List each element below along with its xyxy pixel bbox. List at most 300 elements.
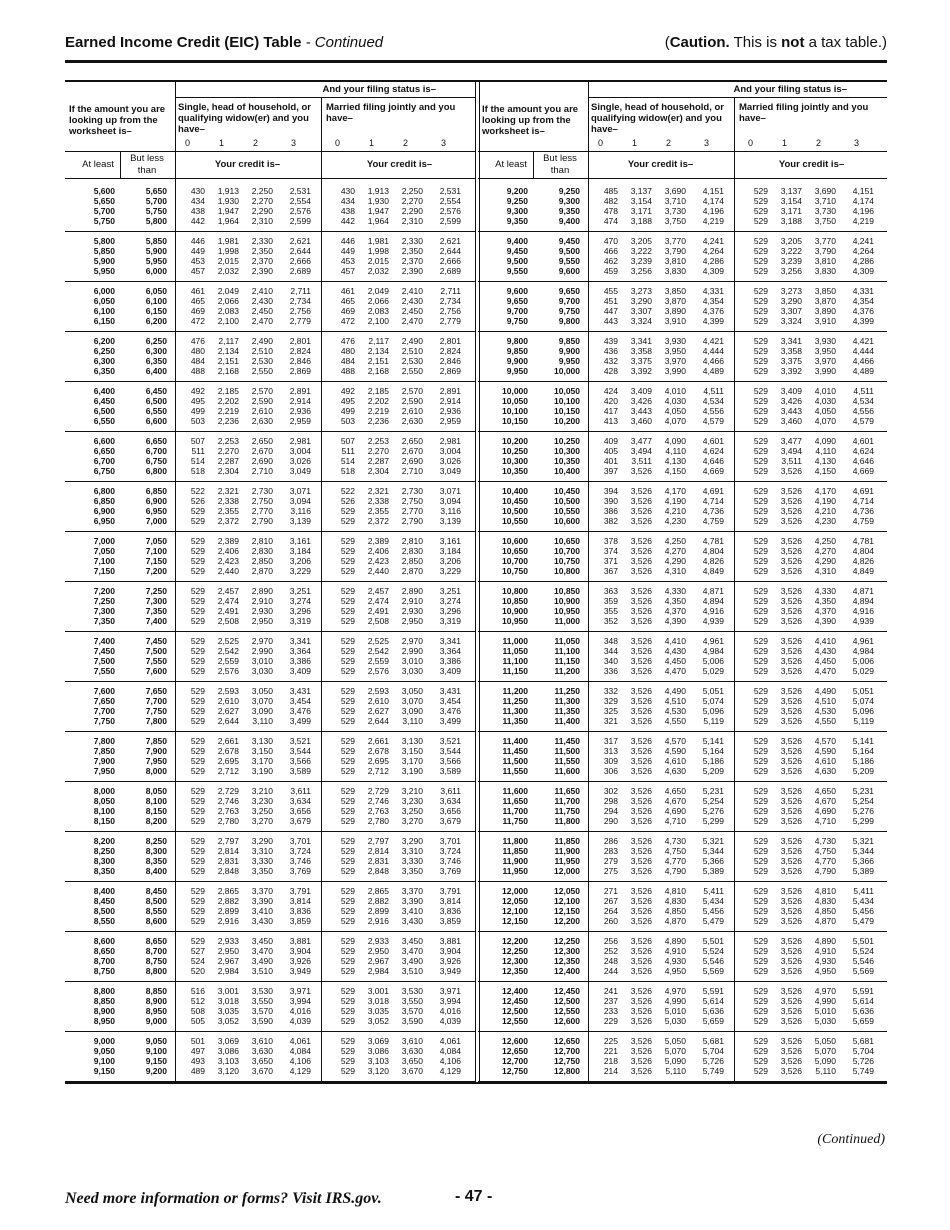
credit-value: 3,526: [780, 1046, 802, 1056]
income-bound: 8,900: [145, 996, 167, 1006]
income-bound: 12,350: [502, 966, 528, 976]
credit-value: 2,869: [289, 366, 311, 376]
credit-value: 3,526: [780, 866, 802, 876]
credit-value: 2,780: [367, 816, 389, 826]
credit-value: 3,511: [631, 456, 652, 466]
credit-value: 5,096: [852, 706, 874, 716]
at-least-rule: [120, 152, 121, 178]
credit-value: 3,239: [780, 256, 802, 266]
credit-value: 1,981: [367, 236, 389, 246]
credit-value: 522: [190, 486, 205, 496]
table-row: [65, 367, 476, 377]
credit-value: 3,392: [630, 366, 652, 376]
credit-value: 2,801: [439, 336, 461, 346]
credit-value: 2,531: [289, 186, 311, 196]
row-group: [65, 832, 476, 882]
credit-value: 529: [190, 556, 205, 566]
credit-value: 4,804: [702, 546, 724, 556]
credit-value: 4,984: [852, 646, 874, 656]
income-bound: 10,350: [554, 456, 580, 466]
credit-value: 3,530: [401, 986, 423, 996]
credit-value: 529: [753, 756, 768, 766]
credit-value: 5,389: [852, 866, 874, 876]
credit-value: 529: [753, 966, 768, 976]
credit-value: 2,950: [217, 946, 239, 956]
credit-value: 529: [340, 536, 355, 546]
row-group: [65, 1032, 476, 1082]
credit-value: 529: [190, 696, 205, 706]
credit-value: 1,998: [367, 246, 389, 256]
credit-value: 3,274: [439, 596, 461, 606]
credit-value: 4,450: [664, 656, 686, 666]
credit-value: 302: [603, 786, 618, 796]
income-bound: 10,150: [502, 416, 528, 426]
credit-value: 5,659: [702, 1016, 724, 1026]
credit-value: 3,454: [439, 696, 461, 706]
credit-value: 3,205: [780, 236, 802, 246]
income-bound: 7,900: [93, 756, 115, 766]
income-bound: 12,800: [554, 1066, 580, 1076]
credit-value: 3,026: [289, 456, 311, 466]
credit-value: 3,274: [289, 596, 311, 606]
credit-value: 4,714: [852, 496, 874, 506]
credit-value: 4,601: [852, 436, 874, 446]
credit-value: 529: [190, 656, 205, 666]
income-bound: 11,350: [554, 706, 580, 716]
credit-value: 3,139: [439, 516, 461, 526]
credit-value: 5,096: [702, 706, 724, 716]
credit-label-mfj: Your credit is–: [778, 159, 845, 170]
credit-value: 409: [603, 436, 618, 446]
data-rows: [65, 182, 476, 1082]
income-bound: 6,600: [145, 416, 167, 426]
credit-value: 2,890: [251, 586, 273, 596]
credit-value: 529: [753, 716, 768, 726]
credit-value: 267: [603, 896, 618, 906]
credit-value: 4,196: [852, 206, 874, 216]
children-count: 2: [816, 138, 822, 148]
credit-value: 2,610: [367, 696, 389, 706]
credit-value: 529: [190, 766, 205, 776]
credit-value: 2,304: [367, 466, 389, 476]
credit-value: 5,074: [702, 696, 724, 706]
credit-value: 529: [753, 906, 768, 916]
row-group: [65, 582, 476, 632]
income-bound: 9,700: [506, 306, 528, 316]
credit-value: 505: [190, 1016, 205, 1026]
income-bound: 8,800: [93, 986, 115, 996]
credit-value: 3,510: [251, 966, 273, 976]
children-count: 3: [291, 138, 297, 148]
credit-value: 5,276: [852, 806, 874, 816]
credit-value: 355: [603, 606, 618, 616]
credit-value: 4,039: [439, 1016, 461, 1026]
credit-value: 3,710: [814, 196, 836, 206]
credit-value: 275: [603, 866, 618, 876]
credit-value: 2,621: [289, 236, 311, 246]
income-bound: 5,950: [145, 256, 167, 266]
credit-value: 4,016: [289, 1006, 311, 1016]
credit-value: 4,810: [814, 886, 836, 896]
credit-value: 529: [190, 866, 205, 876]
table-row: [65, 767, 476, 777]
credit-value: 3,589: [289, 766, 311, 776]
income-bound: 5,950: [93, 266, 115, 276]
credit-value: 5,479: [702, 916, 724, 926]
credit-value: 3,050: [401, 686, 423, 696]
table-row: [478, 467, 887, 477]
credit-value: 4,309: [852, 266, 874, 276]
income-bound: 12,050: [502, 896, 528, 906]
credit-value: 5,209: [702, 766, 724, 776]
credit-value: 3,370: [401, 886, 423, 896]
amount-header: If the amount you are looking up from the worksheet is–: [69, 104, 166, 137]
income-bound: 8,200: [93, 836, 115, 846]
credit-value: 3,526: [780, 1056, 802, 1066]
credit-value: 3,750: [814, 216, 836, 226]
credit-value: 529: [190, 886, 205, 896]
income-bound: 5,750: [145, 206, 167, 216]
income-bound: 11,400: [554, 716, 580, 726]
credit-value: 4,511: [853, 386, 874, 396]
credit-value: 290: [603, 816, 618, 826]
credit-value: 424: [603, 386, 618, 396]
credit-value: 4,050: [814, 406, 836, 416]
credit-value: 2,830: [401, 546, 423, 556]
credit-value: 3,409: [289, 666, 311, 676]
credit-value: 3,526: [780, 816, 802, 826]
income-bound: 12,200: [554, 916, 580, 926]
credit-value: 529: [753, 536, 768, 546]
credit-value: 4,590: [814, 746, 836, 756]
credit-value: 465: [340, 296, 355, 306]
credit-value: 4,466: [852, 356, 874, 366]
income-bound: 7,150: [145, 556, 167, 566]
credit-value: 3,171: [780, 206, 802, 216]
credit-value: 2,670: [251, 446, 273, 456]
credit-value: 3,526: [780, 516, 802, 526]
credit-value: 3,460: [780, 416, 802, 426]
credit-value: 4,610: [814, 756, 836, 766]
credit-value: 529: [753, 266, 768, 276]
credit-value: 453: [340, 256, 355, 266]
credit-value: 4,691: [702, 486, 724, 496]
credit-value: 3,460: [630, 416, 652, 426]
credit-value: 2,542: [367, 646, 389, 656]
credit-value: 4,736: [702, 506, 724, 516]
income-bound: 9,000: [93, 1036, 115, 1046]
credit-value: 5,209: [852, 766, 874, 776]
credit-value: 5,050: [664, 1036, 686, 1046]
income-bound: 10,350: [502, 466, 528, 476]
credit-value: 3,392: [780, 366, 802, 376]
credit-value: 529: [753, 836, 768, 846]
credit-value: 2,734: [439, 296, 461, 306]
credit-value: 4,630: [664, 766, 686, 776]
credit-value: 5,501: [852, 936, 874, 946]
credit-value: 3,004: [439, 446, 461, 456]
credit-value: 529: [753, 706, 768, 716]
credit-value: 348: [603, 636, 618, 646]
income-bound: 6,550: [145, 406, 167, 416]
credit-value: 499: [340, 406, 355, 416]
credit-value: 529: [340, 616, 355, 626]
income-bound: 10,700: [502, 556, 528, 566]
income-bound: 12,150: [554, 906, 580, 916]
credit-value: 2,330: [251, 236, 273, 246]
credit-value: 2,270: [217, 446, 239, 456]
credit-value: 2,250: [401, 186, 423, 196]
credit-value: 499: [190, 406, 205, 416]
income-bound: 8,800: [145, 966, 167, 976]
credit-value: 218: [603, 1056, 618, 1066]
credit-value: 413: [603, 416, 618, 426]
credit-value: 237: [603, 996, 618, 1006]
credit-value: 529: [340, 796, 355, 806]
credit-value: 3,431: [289, 686, 311, 696]
credit-value: 4,871: [702, 586, 724, 596]
credit-value: 2,570: [401, 386, 423, 396]
credit-value: 3,319: [439, 616, 461, 626]
credit-value: 283: [603, 846, 618, 856]
credit-value: 3,188: [630, 216, 652, 226]
credit-value: 4,110: [815, 446, 836, 456]
children-count: 3: [704, 138, 710, 148]
credit-value: 2,370: [251, 256, 273, 266]
income-bound: 10,600: [502, 536, 528, 546]
credit-value: 529: [753, 696, 768, 706]
credit-value: 3,526: [780, 1006, 802, 1016]
credit-value: 469: [340, 306, 355, 316]
credit-value: 5,614: [702, 996, 724, 1006]
income-bound: 9,950: [506, 366, 528, 376]
credit-value: 4,870: [814, 916, 836, 926]
credit-value: 2,770: [401, 506, 423, 516]
credit-value: 3,526: [630, 996, 652, 1006]
credit-value: 529: [753, 856, 768, 866]
income-bound: 5,800: [93, 236, 115, 246]
credit-value: 2,801: [289, 336, 311, 346]
credit-value: 3,526: [780, 1066, 802, 1076]
credit-value: 4,174: [702, 196, 724, 206]
credit-value: 529: [190, 756, 205, 766]
row-group: [65, 182, 476, 232]
credit-value: 4,930: [814, 956, 836, 966]
income-bound: 8,450: [145, 886, 167, 896]
credit-value: 5,006: [702, 656, 724, 666]
credit-value: 529: [190, 616, 205, 626]
credit-value: 2,576: [289, 206, 311, 216]
credit-value: 3,526: [780, 1036, 802, 1046]
income-bound: 8,750: [145, 956, 167, 966]
credit-value: 252: [603, 946, 618, 956]
table-row: [65, 717, 476, 727]
credit-value: 3,836: [289, 906, 311, 916]
credit-value: 4,759: [852, 516, 874, 526]
credit-value: 4,444: [852, 346, 874, 356]
credit-value: 4,570: [664, 736, 686, 746]
credit-value: 5,366: [702, 856, 724, 866]
credit-value: 529: [753, 286, 768, 296]
credit-value: 3,791: [439, 886, 461, 896]
income-bound: 12,100: [554, 896, 580, 906]
credit-value: 2,610: [217, 696, 239, 706]
income-bound: 7,750: [145, 706, 167, 716]
credit-value: 3,730: [814, 206, 836, 216]
credit-value: 3,656: [439, 806, 461, 816]
row-group: [65, 532, 476, 582]
credit-value: 3,358: [780, 346, 802, 356]
table-row: [65, 817, 476, 827]
credit-value: 529: [753, 1006, 768, 1016]
credit-value: 3,190: [251, 766, 273, 776]
credit-value: 3,188: [780, 216, 802, 226]
credit-value: 442: [190, 216, 205, 226]
credit-value: 3,069: [217, 1036, 239, 1046]
credit-value: 3,810: [664, 256, 686, 266]
credit-value: 529: [340, 806, 355, 816]
credit-value: 1,964: [367, 216, 389, 226]
income-bound: 7,150: [93, 566, 115, 576]
credit-value: 488: [190, 366, 205, 376]
income-bound: 9,200: [506, 186, 528, 196]
row-group: [65, 932, 476, 982]
credit-value: 449: [340, 246, 355, 256]
credit-value: 4,770: [664, 856, 686, 866]
credit-value: 3,589: [439, 766, 461, 776]
credit-value: 3,431: [439, 686, 461, 696]
credit-value: 3,859: [289, 916, 311, 926]
credit-value: 529: [340, 996, 355, 1006]
credit-value: 518: [340, 466, 355, 476]
credit-value: 2,627: [217, 706, 239, 716]
credit-value: 529: [753, 196, 768, 206]
page-number: - 47 -: [455, 1188, 493, 1205]
income-bound: 10,900: [554, 596, 580, 606]
credit-value: 3,526: [780, 706, 802, 716]
credit-value: 529: [753, 896, 768, 906]
income-bound: 9,850: [506, 346, 528, 356]
income-bound: 10,400: [502, 486, 528, 496]
credit-value: 3,170: [251, 756, 273, 766]
credit-value: 4,646: [852, 456, 874, 466]
income-bound: 10,550: [554, 506, 580, 516]
credit-value: 2,950: [367, 946, 389, 956]
credit-value: 3,526: [630, 536, 652, 546]
credit-value: 2,933: [217, 936, 239, 946]
credit-value: 529: [753, 386, 768, 396]
income-bound: 11,450: [554, 736, 580, 746]
credit-value: 4,630: [814, 766, 836, 776]
credit-value: 4,376: [852, 306, 874, 316]
income-bound: 9,700: [558, 296, 580, 306]
credit-value: 529: [753, 406, 768, 416]
credit-value: 2,779: [439, 316, 461, 326]
credit-value: 4,309: [702, 266, 724, 276]
credit-value: 3,256: [780, 266, 802, 276]
credit-value: 529: [340, 596, 355, 606]
table-row: [65, 417, 476, 427]
credit-value: 4,894: [702, 596, 724, 606]
credit-value: 5,110: [815, 1066, 836, 1076]
income-bound: 7,600: [145, 666, 167, 676]
credit-value: 430: [190, 186, 205, 196]
income-bound: 6,750: [93, 466, 115, 476]
credit-value: 2,936: [439, 406, 461, 416]
income-bound: 7,850: [93, 746, 115, 756]
credit-value: 4,061: [439, 1036, 461, 1046]
credit-value: 3,526: [780, 636, 802, 646]
credit-value: 5,704: [852, 1046, 874, 1056]
income-bound: 10,450: [502, 496, 528, 506]
credit-value: 2,576: [439, 206, 461, 216]
credit-value: 4,590: [664, 746, 686, 756]
credit-value: 2,531: [439, 186, 461, 196]
credit-value: 4,390: [814, 616, 836, 626]
credit-value: 3,670: [401, 1066, 423, 1076]
credit-value: 3,250: [251, 806, 273, 816]
credit-value: 3,210: [401, 786, 423, 796]
row-group: [65, 982, 476, 1032]
credit-value: 229: [603, 1016, 618, 1026]
income-bound: 8,150: [93, 816, 115, 826]
credit-value: 4,781: [702, 536, 724, 546]
children-count: 0: [185, 138, 191, 148]
credit-value: 529: [340, 606, 355, 616]
credit-value: 233: [603, 1006, 618, 1016]
credit-value: 2,457: [367, 586, 389, 596]
table-row: [478, 317, 887, 327]
continued-note: (Continued): [817, 1132, 885, 1147]
credit-value: 529: [340, 706, 355, 716]
credit-value: 2,610: [251, 406, 273, 416]
credit-value: 4,331: [852, 286, 874, 296]
credit-value: 2,508: [217, 616, 239, 626]
credit-value: 3,526: [630, 516, 652, 526]
caution-note: (Caution. This is not a tax table.): [664, 34, 887, 51]
credit-value: 529: [190, 736, 205, 746]
credit-value: 2,746: [367, 796, 389, 806]
income-bound: 6,650: [93, 446, 115, 456]
credit-value: 4,870: [664, 916, 686, 926]
credit-value: 2,756: [289, 306, 311, 316]
credit-value: 2,882: [217, 896, 239, 906]
credit-value: 2,542: [217, 646, 239, 656]
credit-value: 451: [603, 296, 618, 306]
credit-value: 430: [340, 186, 355, 196]
credit-value: 4,556: [852, 406, 874, 416]
credit-value: 529: [753, 796, 768, 806]
column-labels: [478, 151, 887, 179]
credit-value: 3,526: [630, 616, 652, 626]
credit-value: 4,714: [702, 496, 724, 506]
credit-value: 378: [603, 536, 618, 546]
credit-value: 461: [340, 286, 355, 296]
credit-value: 3,526: [630, 916, 652, 926]
credit-value: 4,550: [664, 716, 686, 726]
credit-value: 3,610: [251, 1036, 273, 1046]
credit-value: 3,790: [664, 246, 686, 256]
credit-value: 3,250: [401, 806, 423, 816]
credit-value: 3,426: [630, 396, 652, 406]
income-bound: 5,600: [93, 186, 115, 196]
credit-value: 4,939: [852, 616, 874, 626]
credit-value: 5,299: [852, 816, 874, 826]
footer-info: Need more information or forms? Visit IRS.gov.: [65, 1190, 382, 1207]
credit-value: 3,526: [630, 696, 652, 706]
credit-value: 5,119: [703, 716, 724, 726]
income-bound: 7,550: [145, 656, 167, 666]
